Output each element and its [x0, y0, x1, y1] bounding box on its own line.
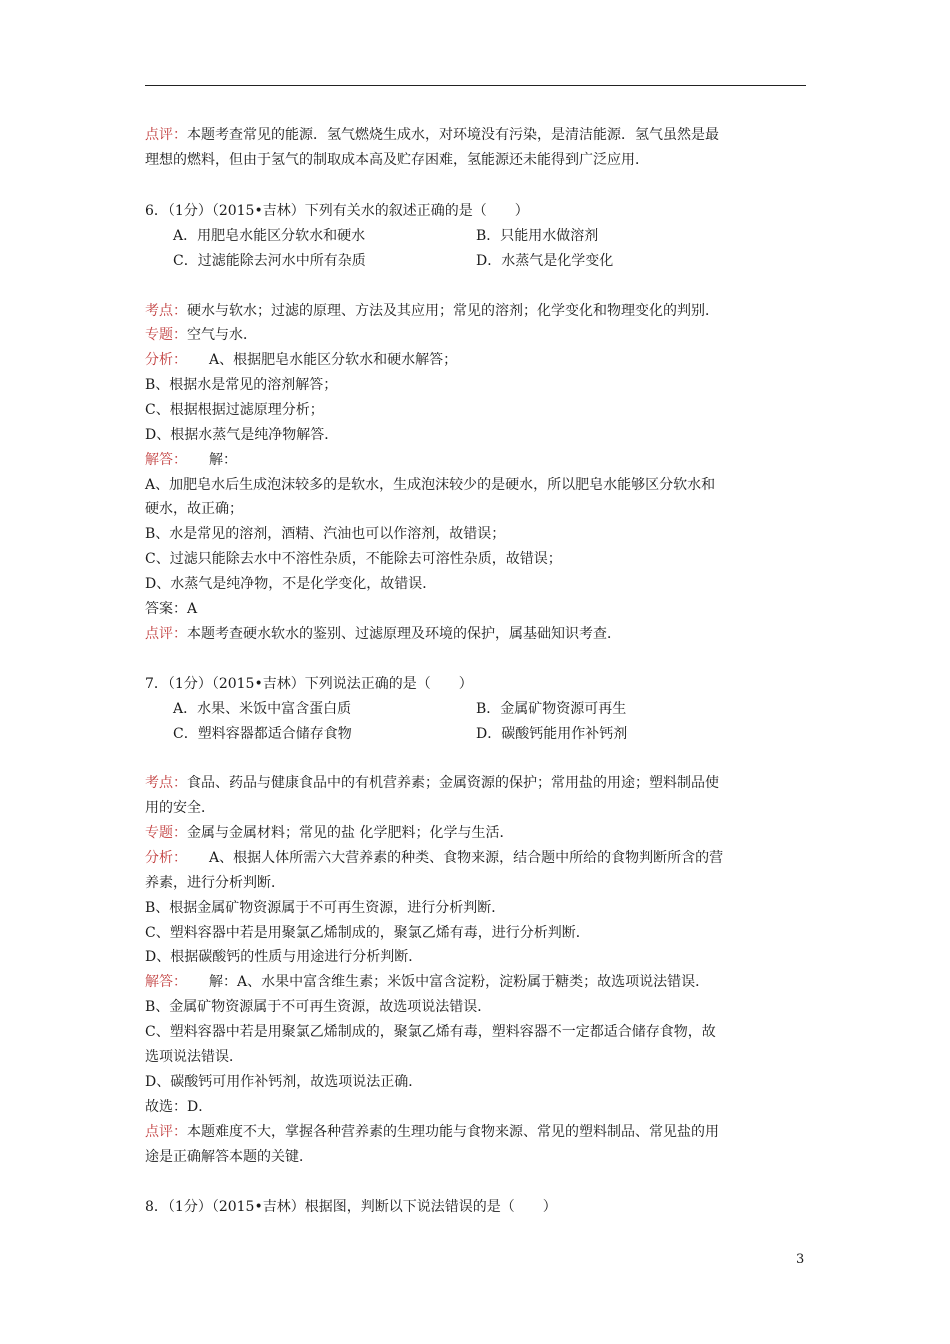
- q6-jieda-line: A、加肥皂水后生成泡沫较多的是软水，生成泡沫较少的是硬水，所以肥皂水能够区分软水和: [145, 477, 716, 493]
- q6-kaodian: [145, 302, 719, 320]
- fenxi-label: 分析：: [145, 850, 187, 866]
- comment-label: 点评：: [145, 127, 187, 143]
- zhuanti-label: 专题：: [145, 327, 187, 343]
- q6-fenxi-line: D、根据水蒸气是纯净物解答．: [145, 427, 339, 443]
- dianping-text: 本题考查硬水软水的鉴别、过滤原理及环境的保护，属基础知识考查．: [187, 626, 621, 642]
- q6-option-d: D．水蒸气是化学变化: [476, 253, 614, 269]
- q6-fenxi-line: C、根据根据过滤原理分析；: [145, 402, 324, 418]
- dianping-label: 点评：: [145, 626, 187, 642]
- q7-kaodian-2: 用的安全．: [145, 800, 215, 816]
- q7-fenxi-line: B、根据金属矿物资源属于不可再生资源，进行分析判断．: [145, 900, 506, 916]
- q7-kaodian: [145, 774, 719, 792]
- comment-text: 本题考查常见的能源．氢气燃烧生成水，对环境没有污染，是清洁能源．氢气虽然是最: [187, 127, 719, 143]
- q6-option-b: B．只能用水做溶剂: [476, 228, 599, 244]
- header-rule: [145, 85, 806, 86]
- q6-fenxi-line: B、根据水是常见的溶剂解答；: [145, 377, 338, 393]
- q7-fenxi-line: C、塑料容器中若是用聚氯乙烯制成的，聚氯乙烯有毒，进行分析判断．: [145, 925, 590, 941]
- q5-comment-line-1: [145, 126, 719, 144]
- jieda-label: 解答：: [145, 452, 187, 468]
- kaodian-label: 考点：: [145, 775, 187, 791]
- q7-dianping: [145, 1123, 719, 1141]
- q7-dianping-2: 途是正确解答本题的关键．: [145, 1149, 313, 1165]
- q7-zhuanti: [145, 824, 513, 842]
- q7-jieda-line: D、碳酸钙可用作补钙剂，故选项说法正确．: [145, 1074, 423, 1090]
- dianping-label: 点评：: [145, 1124, 187, 1140]
- q6-answer: 答案：A: [145, 601, 198, 617]
- fenxi-text: A、根据人体所需六大营养素的种类、食物来源，结合题中所给的食物判断所含的营: [209, 850, 724, 866]
- q6-jieda: [145, 451, 237, 469]
- zhuanti-text: 空气与水．: [187, 327, 257, 343]
- q7-stem: 7．（1分）（2015•吉林）下列说法正确的是（ ）: [145, 676, 473, 692]
- jieda-label: 解答：: [145, 974, 187, 990]
- dianping-text: 本题难度不大，掌握各种营养素的生理功能与食物来源、常见的塑料制品、常见盐的用: [187, 1124, 719, 1140]
- q6-stem: 6．（1分）（2015•吉林）下列有关水的叙述正确的是（ ）: [145, 203, 529, 219]
- q7-fenxi: [145, 849, 723, 867]
- q7-answer: 故选：D．: [145, 1099, 213, 1115]
- q7-fenxi-line: D、根据碳酸钙的性质与用途进行分析判断．: [145, 949, 423, 965]
- q5-comment-line-2: 理想的燃料，但由于氢气的制取成本高及贮存困难，氢能源还未能得到广泛应用．: [145, 152, 649, 168]
- jieda-text: 解：: [209, 452, 237, 468]
- q7-option-a: A．水果、米饭中富含蛋白质: [173, 701, 352, 717]
- q6-option-c: C．过滤能除去河水中所有杂质: [173, 253, 366, 269]
- kaodian-text: 食品、药品与健康食品中的有机营养素；金属资源的保护；常用盐的用途；塑料制品使: [187, 775, 719, 791]
- page-number: 3: [796, 1252, 805, 1267]
- kaodian-text: 硬水与软水；过滤的原理、方法及其应用；常见的溶剂；化学变化和物理变化的判别．: [187, 303, 719, 319]
- q7-option-b: B．金属矿物资源可再生: [476, 701, 627, 717]
- q7-jieda-line: C、塑料容器中若是用聚氯乙烯制成的，聚氯乙烯有毒，塑料容器不一定都适合储存食物，故: [145, 1024, 716, 1040]
- fenxi-text: A、根据肥皂水能区分软水和硬水解答；: [209, 352, 458, 368]
- q6-zhuanti: [145, 326, 257, 344]
- jieda-text: 解：A、水果中富含维生素；米饭中富含淀粉，淀粉属于糖类；故选项说法错误．: [209, 974, 710, 990]
- q6-fenxi: [145, 351, 457, 369]
- kaodian-label: 考点：: [145, 303, 187, 319]
- q7-fenxi-line: 养素，进行分析判断．: [145, 875, 285, 891]
- q6-dianping: [145, 625, 621, 643]
- zhuanti-label: 专题：: [145, 825, 187, 841]
- q7-jieda-line: 选项说法错误．: [145, 1049, 243, 1065]
- q6-jieda-line: D、水蒸气是纯净物，不是化学变化，故错误．: [145, 576, 437, 592]
- zhuanti-text: 金属与金属材料；常见的盐 化学肥料；化学与生活．: [187, 825, 514, 841]
- q7-option-d: D．碳酸钙能用作补钙剂: [476, 726, 628, 742]
- q6-option-a: A．用肥皂水能区分软水和硬水: [173, 228, 366, 244]
- q6-jieda-line: 硬水，故正确；: [145, 501, 243, 517]
- q7-jieda: [145, 973, 709, 991]
- q6-jieda-line: B、水是常见的溶剂，酒精、汽油也可以作溶剂，故错误；: [145, 526, 506, 542]
- q6-jieda-line: C、过滤只能除去水中不溶性杂质，不能除去可溶性杂质，故错误；: [145, 551, 562, 567]
- q7-jieda-line: B、金属矿物资源属于不可再生资源，故选项说法错误．: [145, 999, 492, 1015]
- fenxi-label: 分析：: [145, 352, 187, 368]
- q8-stem: 8．（1分）（2015•吉林）根据图，判断以下说法错误的是（ ）: [145, 1199, 557, 1215]
- q7-option-c: C．塑料容器都适合储存食物: [173, 726, 352, 742]
